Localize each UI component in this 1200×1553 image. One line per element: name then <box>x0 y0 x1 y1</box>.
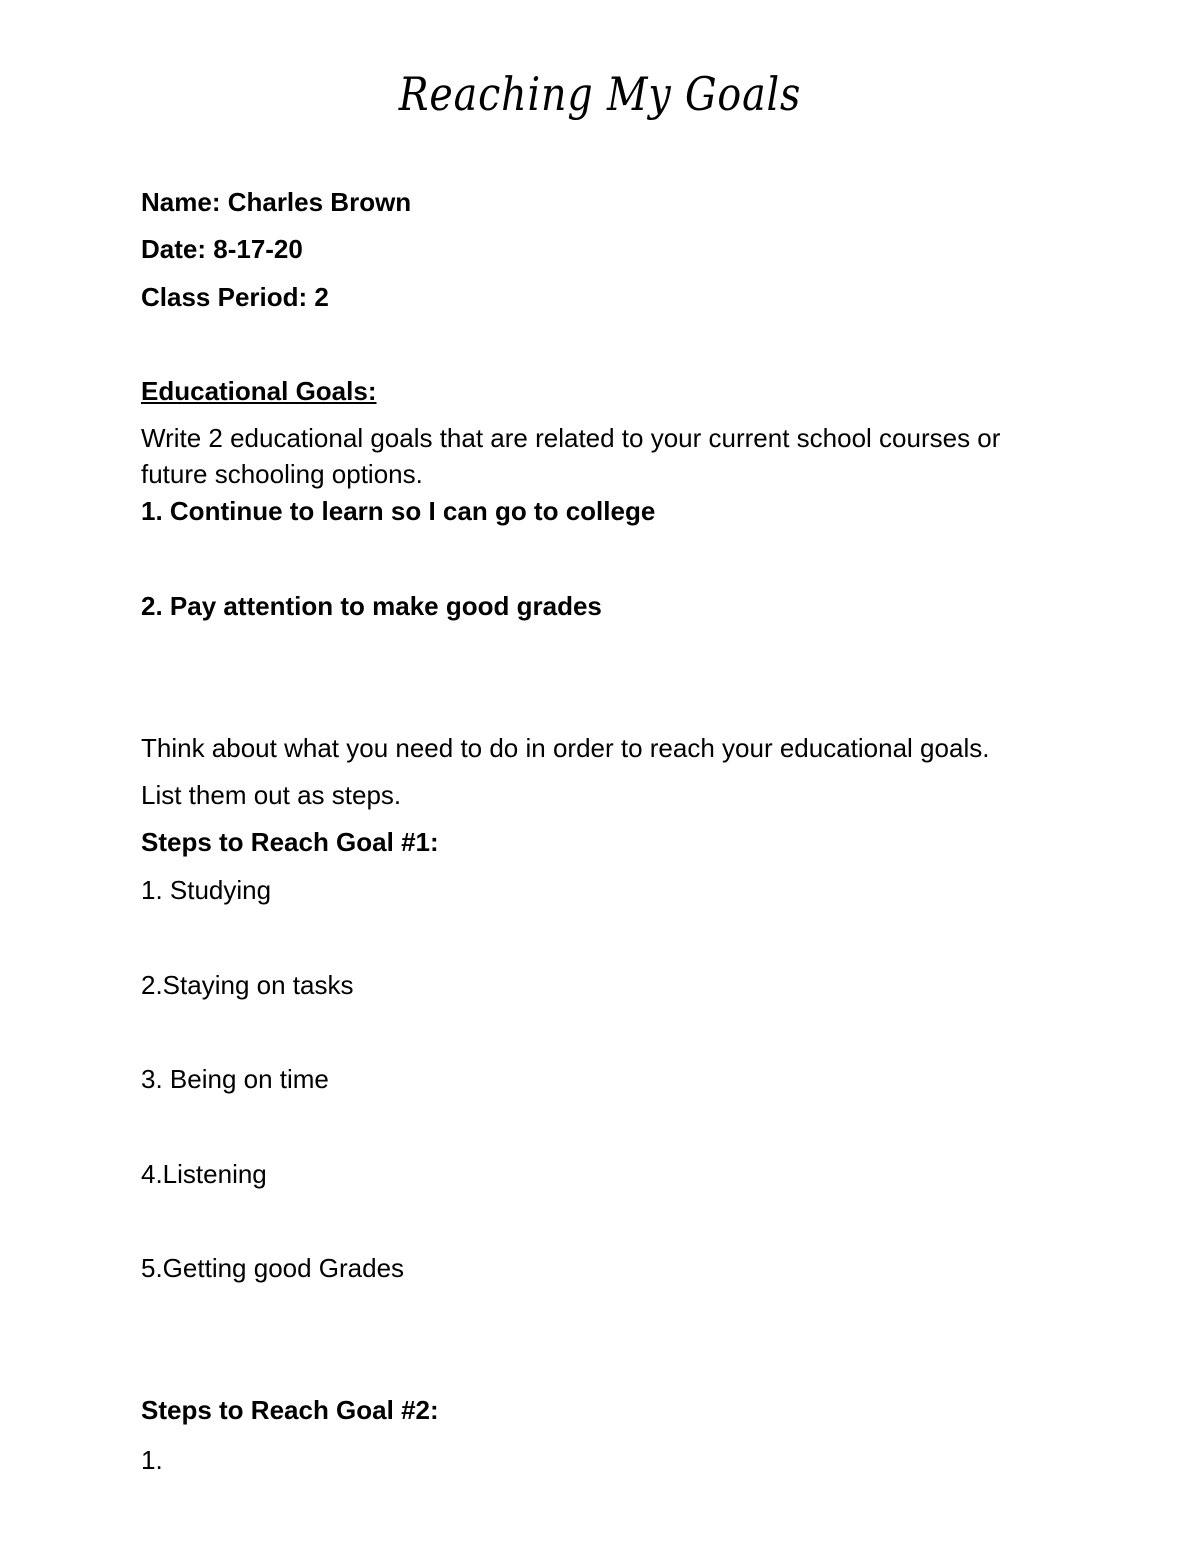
document-title: Reaching My Goals <box>398 67 802 121</box>
steps-prompt-line-2: List them out as steps. <box>141 780 402 810</box>
steps-goal-2-heading: Steps to Reach Goal #2: <box>141 1395 439 1425</box>
educational-goal-1: 1. Continue to learn so I can go to college <box>141 496 656 526</box>
list-item: 2.Staying on tasks <box>141 970 354 1000</box>
steps-prompt-line-1: Think about what you need to do in order to reach your educational goals. <box>141 733 990 763</box>
class-period-field: Class Period: 2 <box>141 282 329 312</box>
student-name: Name: Charles Brown <box>141 187 412 217</box>
list-item: 1. Studying <box>141 875 272 905</box>
educational-goals-prompt: Write 2 educational goals that are related to your current school courses or future schooling options. <box>141 423 1001 489</box>
steps-goal-1-heading: Steps to Reach Goal #1: <box>141 827 439 857</box>
list-item: 4.Listening <box>141 1159 267 1189</box>
educational-goals-heading: Educational Goals: <box>141 376 377 406</box>
list-item: 1. <box>141 1445 163 1475</box>
educational-goal-2: 2. Pay attention to make good grades <box>141 591 602 621</box>
date-field: Date: 8-17-20 <box>141 234 303 264</box>
list-item: 5.Getting good Grades <box>141 1253 405 1283</box>
list-item: 3. Being on time <box>141 1064 329 1094</box>
